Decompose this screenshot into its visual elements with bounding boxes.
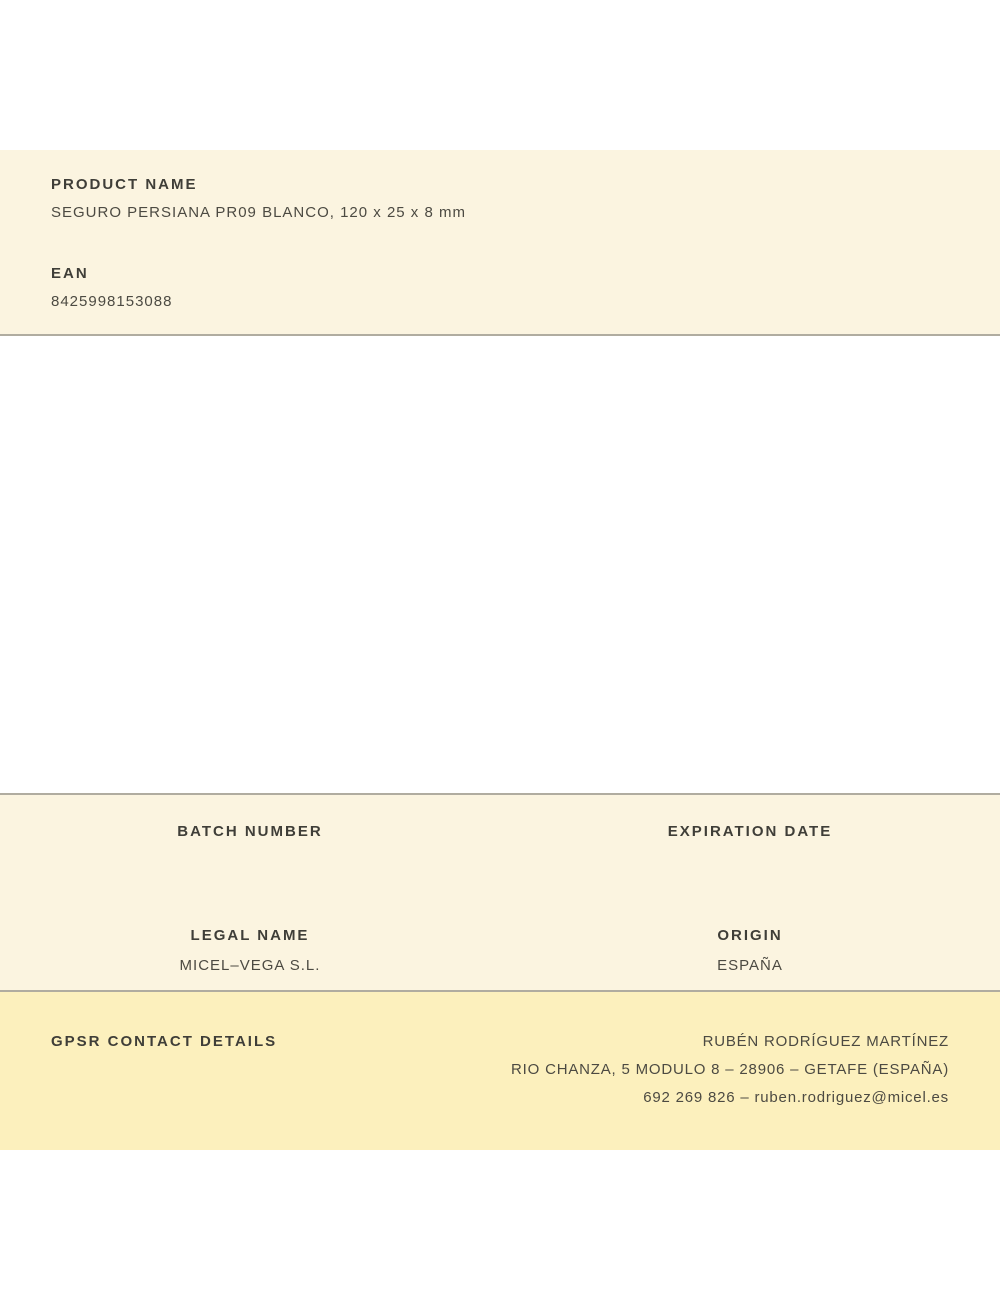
gpsr-contact-section: [0, 992, 1000, 1150]
origin-label: ORIGIN: [717, 927, 783, 944]
product-info-section: [0, 150, 1000, 336]
gpsr-contact-address: RIO CHANZA, 5 MODULO 8 – 28906 – GETAFE (ESPAÑA): [511, 1061, 949, 1078]
gpsr-contact-title: GPSR CONTACT DETAILS: [51, 1033, 278, 1050]
legal-origin-row: [0, 928, 1000, 974]
expiration-date-label: EXPIRATION DATE: [667, 823, 833, 840]
legal-name-label: LEGAL NAME: [190, 927, 310, 944]
legal-name-value: MICEL–VEGA S.L.: [179, 957, 321, 974]
batch-legal-section: [0, 793, 1000, 992]
origin-value: ESPAÑA: [717, 957, 783, 974]
gpsr-contact-block: [511, 1028, 949, 1112]
gpsr-contact-phone-email: 692 269 826 – ruben.rodriguez@micel.es: [643, 1089, 949, 1106]
product-name-value: SEGURO PERSIANA PR09 BLANCO, 120 x 25 x 8 mm: [51, 204, 466, 221]
ean-value: 8425998153088: [51, 293, 173, 310]
batch-expiration-row: [0, 824, 1000, 854]
top-whitespace: [0, 0, 1000, 150]
product-name-label: PRODUCT NAME: [51, 176, 198, 193]
middle-whitespace: [0, 336, 1000, 793]
gpsr-contact-name: RUBÉN RODRÍGUEZ MARTÍNEZ: [702, 1033, 949, 1050]
batch-number-label: BATCH NUMBER: [177, 823, 323, 840]
ean-label: EAN: [51, 265, 89, 282]
